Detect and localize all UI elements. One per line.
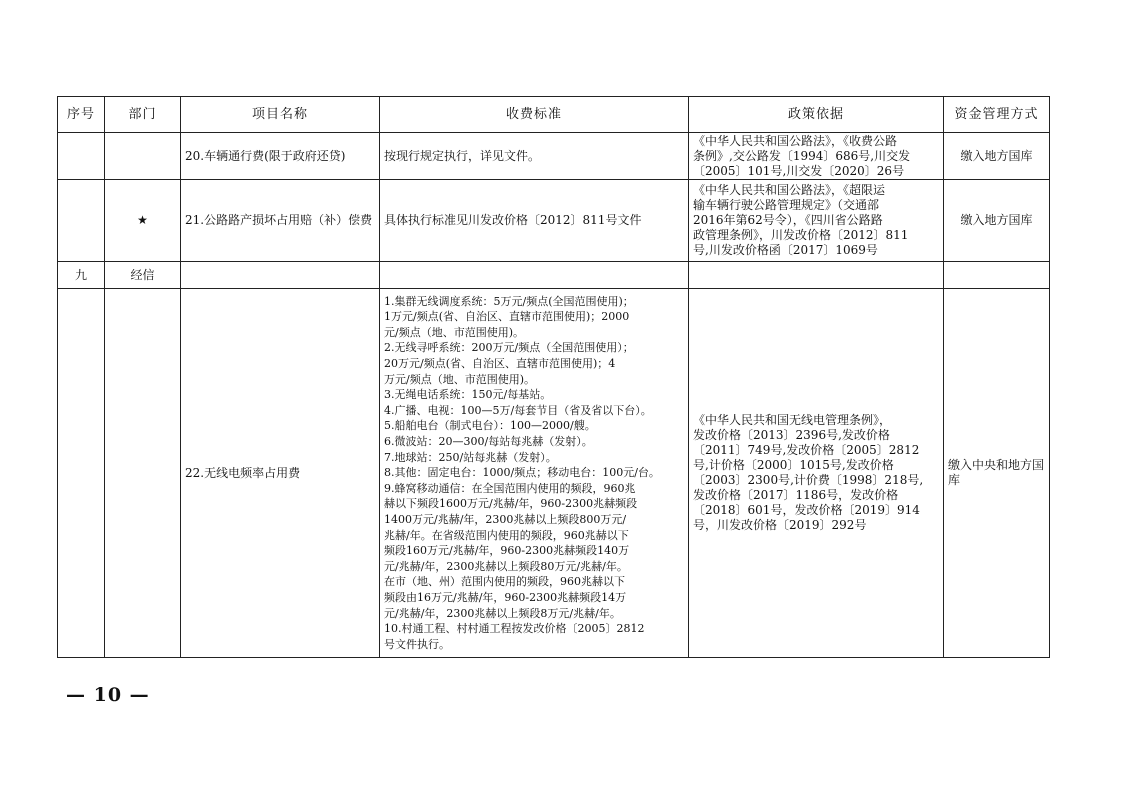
cell-seq: 九 <box>58 262 105 289</box>
table-row <box>58 262 1050 289</box>
policy-line: 政管理条例》，川发改价格〔2012〕811 <box>693 228 909 242</box>
policy-line: 发改价格〔2017〕1186号，发改价格 <box>693 488 899 502</box>
cell-standard <box>380 262 689 289</box>
standard-line: 赫以下频段1600万元/兆赫/年，960-2300兆赫频段 <box>384 497 638 511</box>
standard-line: 号文件执行。 <box>384 637 450 651</box>
cell-dept <box>105 289 181 658</box>
star-icon: ★ <box>105 180 181 262</box>
standard-line: 兆赫/年。在省级范围内使用的频段，960兆赫以下 <box>384 528 629 542</box>
table-row <box>58 180 1050 262</box>
cell-policy <box>689 289 944 658</box>
standard-line: 具体执行标准见川发改价格〔2012〕811号文件 <box>384 213 642 227</box>
standard-line: 6.微波站：20—300/每站每兆赫（发射）。 <box>384 435 593 449</box>
standard-line: 7.地球站：250/站每兆赫（发射）。 <box>384 450 557 464</box>
standard-line: 9.蜂窝移动通信：在全国范围内使用的频段，960兆 <box>384 481 636 495</box>
policy-line: 〔2018〕601号，发改价格〔2019〕914 <box>693 503 920 517</box>
cell-dept: 经信 <box>105 262 181 289</box>
standard-line: 20万元/频点(省、自治区、直辖市范围使用)；4 <box>384 357 616 371</box>
cell-policy <box>689 262 944 289</box>
standard-line: 1万元/频点(省、自治区、直辖市范围使用)；2000 <box>384 310 630 324</box>
policy-line: 号,川发改价格函〔2017〕1069号 <box>693 243 878 257</box>
policy-line: 条例》,交公路发〔1994〕686号,川交发 <box>693 148 911 163</box>
cell-seq <box>58 289 105 658</box>
policy-line: 〔2005〕101号,川交发〔2020〕26号 <box>693 163 905 178</box>
standard-line: 3.无绳电话系统：150元/每基站。 <box>384 388 552 402</box>
cell-seq <box>58 133 105 180</box>
table-row <box>58 133 1050 180</box>
standard-line: 按现行规定执行，详见文件。 <box>384 148 541 163</box>
cell-item: 22.无线电频率占用费 <box>181 289 380 658</box>
cell-policy <box>689 133 944 180</box>
header-standard: 收费标准 <box>380 97 689 133</box>
cell-fund <box>944 262 1050 289</box>
standard-line: 4.广播、电视：100—5万/每套节目（省及省以下台）。 <box>384 403 652 417</box>
standard-line: 频段由16万元/兆赫/年，960-2300兆赫频段14万 <box>384 590 627 604</box>
fee-table <box>57 96 1050 658</box>
header-policy: 政策依据 <box>689 97 944 133</box>
cell-item <box>181 262 380 289</box>
cell-dept <box>105 133 181 180</box>
cell-fund: 缴入地方国库 <box>944 133 1050 180</box>
standard-line: 5.船舶电台（制式电台）：100—2000/艘。 <box>384 419 596 433</box>
header-dept: 部门 <box>105 97 181 133</box>
standard-line: 10.村通工程、村村通工程按发改价格〔2005〕2812 <box>384 622 645 636</box>
policy-line: 2016年第62号令），《四川省公路路 <box>693 213 883 227</box>
policy-line: 输车辆行驶公路管理规定》（交通部 <box>693 198 880 212</box>
standard-line: 1.集群无线调度系统：5万元/频点(全国范围使用)； <box>384 294 634 308</box>
policy-line: 发改价格〔2013〕2396号,发改价格 <box>693 428 890 442</box>
policy-line: 〔2011〕749号,发改价格〔2005〕2812 <box>693 443 920 457</box>
standard-line: 万元/频点（地、市范围使用)。 <box>384 372 535 386</box>
table-row <box>58 289 1050 658</box>
header-row <box>58 97 1050 133</box>
header-fund: 资金管理方式 <box>944 97 1050 133</box>
standard-line: 2.无线寻呼系统：200万元/频点（全国范围使用）； <box>384 341 634 355</box>
policy-line: 《中华人民共和国无线电管理条例》， <box>693 413 892 427</box>
standard-line: 元/兆赫/年，2300兆赫以上频段8万元/兆赫/年。 <box>384 606 621 620</box>
cell-fund: 缴入中央和地方国库 <box>944 289 1050 658</box>
page-number: — 10 — <box>66 684 150 706</box>
header-item: 项目名称 <box>181 97 380 133</box>
standard-line: 1400万元/兆赫/年，2300兆赫以上频段800万元/ <box>384 512 627 526</box>
cell-standard <box>380 289 689 658</box>
cell-seq <box>58 180 105 262</box>
cell-item: 20.车辆通行费(限于政府还贷) <box>181 133 380 180</box>
standard-line: 在市（地、州）范围内使用的频段，960兆赫以下 <box>384 575 625 589</box>
policy-line: 《中华人民共和国公路法》，《超限运 <box>693 183 886 197</box>
cell-item: 21.公路路产损坏占用赔（补）偿费 <box>181 180 380 262</box>
standard-line: 元/兆赫/年，2300兆赫以上频段80万元/兆赫/年。 <box>384 559 628 573</box>
standard-line: 元/频点（地、市范围使用)。 <box>384 325 524 339</box>
policy-line: 号，川发改价格〔2019〕292号 <box>693 518 867 532</box>
policy-line: 《中华人民共和国公路法》，《收费公路 <box>693 133 898 148</box>
cell-standard <box>380 133 689 180</box>
policy-line: 号,计价格〔2000〕1015号,发改价格 <box>693 458 894 472</box>
cell-fund: 缴入地方国库 <box>944 180 1050 262</box>
header-seq: 序号 <box>58 97 105 133</box>
standard-line: 频段160万元/兆赫/年，960-2300兆赫频段140万 <box>384 544 630 558</box>
standard-line: 8.其他：固定电台：1000/频点；移动电台：100元/台。 <box>384 466 660 480</box>
cell-standard <box>380 180 689 262</box>
cell-policy <box>689 180 944 262</box>
policy-line: 〔2003〕2300号,计价费〔1998〕218号, <box>693 473 924 487</box>
